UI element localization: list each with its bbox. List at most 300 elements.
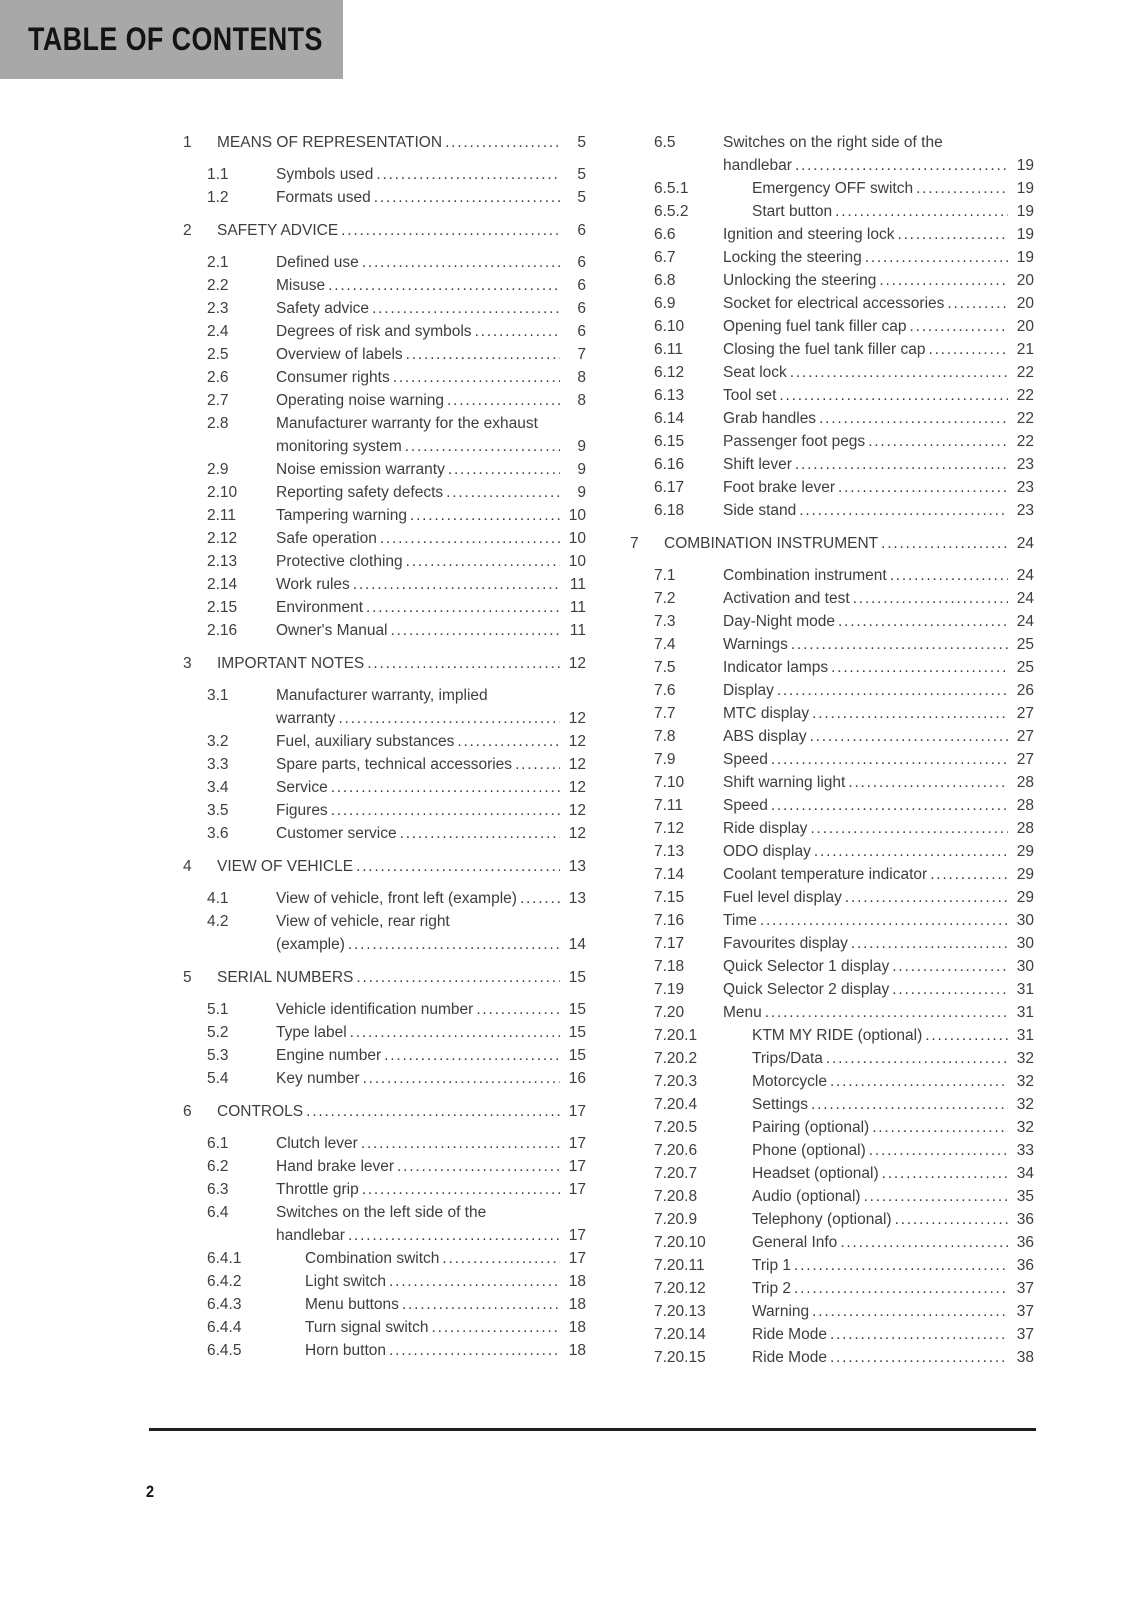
entry-title: Light switch (305, 1273, 386, 1290)
entry-number: 7.20.15 (654, 1349, 706, 1366)
entry-number: 7.20.12 (654, 1280, 706, 1297)
entry-page-number: 15 (568, 1001, 586, 1018)
entry-page-number: 5 (577, 134, 586, 151)
toc-entry-line (630, 840, 1034, 863)
entry-page-number: 17 (568, 1103, 586, 1120)
entry-title: Clutch lever (276, 1135, 358, 1152)
toc-entry (183, 186, 586, 209)
toc-entry (183, 910, 586, 956)
dot-leader (830, 1323, 1008, 1346)
toc-entry (183, 799, 586, 822)
entry-title: CONTROLS (217, 1103, 304, 1120)
entry-page-number: 17 (568, 1250, 586, 1267)
toc-entry-line (630, 610, 1034, 633)
toc-entry (183, 1067, 586, 1090)
entry-page-number: 8 (577, 369, 586, 386)
toc-entry-line (630, 1024, 1034, 1047)
entry-title: Fuel, auxiliary substances (276, 733, 455, 750)
entry-number: 3.5 (207, 802, 229, 819)
entry-number: 6.14 (654, 410, 685, 427)
toc-entry-line (630, 532, 1034, 555)
dot-leader (380, 527, 560, 550)
entry-title: Misuse (276, 277, 326, 294)
dot-leader (356, 966, 560, 989)
entry-page-number: 20 (1016, 295, 1034, 312)
entry-title: Start button (752, 203, 833, 220)
dot-leader (892, 978, 1008, 1001)
toc-entry-line (183, 1067, 586, 1090)
entry-page-number: 25 (1016, 636, 1034, 653)
entry-page-number: 24 (1016, 535, 1034, 552)
toc-entry-line (630, 407, 1034, 430)
toc-entry-line (630, 794, 1034, 817)
page-header-band (0, 0, 343, 79)
dot-leader (397, 1155, 560, 1178)
entry-title: Hand brake lever (276, 1158, 395, 1175)
entry-title: Coolant temperature indicator (723, 866, 928, 883)
dot-leader (389, 1339, 560, 1362)
entry-number: 7.20.13 (654, 1303, 706, 1320)
entry-number: 7.16 (654, 912, 685, 929)
entry-number: 7.2 (654, 590, 676, 607)
entry-number: 6.9 (654, 295, 676, 312)
dot-leader (812, 702, 1008, 725)
entry-page-number: 12 (568, 655, 586, 672)
entry-number: 6.6 (654, 226, 676, 243)
dot-leader (947, 292, 1008, 315)
entry-title: Passenger foot pegs (723, 433, 866, 450)
entry-page-number: 18 (568, 1342, 586, 1359)
dot-leader (765, 1001, 1008, 1024)
dot-leader (348, 933, 560, 956)
toc-entry (183, 573, 586, 596)
entry-page-number: 22 (1016, 433, 1034, 450)
dot-leader (431, 1316, 560, 1339)
dot-leader (362, 251, 560, 274)
dot-leader (356, 855, 560, 878)
entry-number: 5.1 (207, 1001, 229, 1018)
toc-entry (183, 320, 586, 343)
dot-leader (853, 587, 1008, 610)
dot-leader (457, 730, 560, 753)
toc-entry-line (183, 799, 586, 822)
entry-page-number: 30 (1016, 958, 1034, 975)
toc-entry (630, 1024, 1034, 1047)
toc-entry-line (630, 1254, 1034, 1277)
entry-page-number: 34 (1016, 1165, 1034, 1182)
toc-section-entry (183, 966, 586, 989)
entry-title: Fuel level display (723, 889, 842, 906)
entry-title: Shift warning light (723, 774, 846, 791)
entry-number: 1.1 (207, 166, 229, 183)
entry-number: 7.8 (654, 728, 676, 745)
toc-entry (630, 292, 1034, 315)
toc-entry (630, 407, 1034, 430)
entry-title: Safety advice (276, 300, 370, 317)
dot-leader (895, 1208, 1008, 1231)
dot-leader (845, 886, 1008, 909)
entry-title: Phone (optional) (752, 1142, 866, 1159)
toc-entry (630, 748, 1034, 771)
dot-leader (376, 163, 560, 186)
dot-leader (362, 1178, 560, 1201)
entry-page-number: 20 (1016, 318, 1034, 335)
entry-page-number: 36 (1016, 1211, 1034, 1228)
dot-leader (830, 1070, 1008, 1093)
entry-title: Unlocking the steering (723, 272, 877, 289)
entry-page-number: 31 (1016, 1004, 1034, 1021)
dot-leader (402, 1293, 560, 1316)
toc-section-entry (183, 1100, 586, 1123)
toc-entry-line (630, 1139, 1034, 1162)
dot-leader (890, 564, 1008, 587)
entry-title: Engine number (276, 1047, 382, 1064)
entry-title: handlebar (276, 1227, 345, 1244)
entry-page-number: 29 (1016, 843, 1034, 860)
toc-entry-line (183, 366, 586, 389)
entry-number: 7.12 (654, 820, 685, 837)
entry-title: View of vehicle, front left (example) (276, 890, 517, 907)
entry-page-number: 6 (577, 323, 586, 340)
entry-number: 6.17 (654, 479, 685, 496)
toc-entry (630, 223, 1034, 246)
entry-number: 1 (183, 134, 192, 151)
entry-title: Grab handles (723, 410, 817, 427)
entry-number: 6.3 (207, 1181, 229, 1198)
entry-title: (example) (276, 936, 345, 953)
toc-entry-line (183, 550, 586, 573)
entry-page-number: 19 (1016, 226, 1034, 243)
toc-entry-line (183, 776, 586, 799)
toc-entry (630, 1162, 1034, 1185)
entry-number: 2 (183, 222, 192, 239)
entry-title: Switches on the right side of the (723, 134, 943, 151)
toc-entry-line (183, 1247, 586, 1270)
toc-entry-line (630, 338, 1034, 361)
entry-page-number: 6 (577, 300, 586, 317)
entry-number: 7.20.4 (654, 1096, 698, 1113)
dot-leader (348, 1224, 560, 1247)
toc-entry-line (183, 1224, 586, 1247)
entry-page-number: 17 (568, 1158, 586, 1175)
entry-title: Service (276, 779, 328, 796)
entry-number: 7.9 (654, 751, 676, 768)
entry-page-number: 9 (577, 484, 586, 501)
dot-leader (811, 1093, 1008, 1116)
entry-page-number: 27 (1016, 728, 1034, 745)
dot-leader (840, 1231, 1008, 1254)
toc-entry (630, 564, 1034, 587)
entry-number: 6.16 (654, 456, 685, 473)
entry-number: 7.3 (654, 613, 676, 630)
toc-entry-line (630, 702, 1034, 725)
entry-page-number: 37 (1016, 1326, 1034, 1343)
dot-leader (864, 1185, 1008, 1208)
dot-leader (366, 596, 560, 619)
toc-entry-line (630, 817, 1034, 840)
toc-entry (183, 527, 586, 550)
dot-leader (910, 315, 1008, 338)
dot-leader (374, 186, 560, 209)
entry-title: Manufacturer warranty for the exhaust (276, 415, 538, 432)
entry-page-number: 28 (1016, 774, 1034, 791)
entry-number: 7.20.5 (654, 1119, 698, 1136)
entry-title: VIEW OF VEHICLE (217, 858, 354, 875)
entry-title: Vehicle identification number (276, 1001, 474, 1018)
entry-number: 6.2 (207, 1158, 229, 1175)
dot-leader (406, 343, 560, 366)
entry-number: 7.7 (654, 705, 676, 722)
entry-number: 6.10 (654, 318, 685, 335)
entry-number: 6.4.4 (207, 1319, 242, 1336)
entry-page-number: 25 (1016, 659, 1034, 676)
entry-page-number: 5 (577, 166, 586, 183)
toc-entry (183, 776, 586, 799)
toc-entry-line (630, 1093, 1034, 1116)
toc-entry-line (630, 1001, 1034, 1024)
entry-page-number: 16 (568, 1070, 586, 1087)
entry-title: Spare parts, technical accessories (276, 756, 513, 773)
toc-entry-line (630, 177, 1034, 200)
dot-leader (812, 1300, 1008, 1323)
toc-entry-line (183, 619, 586, 642)
entry-number: 4 (183, 858, 192, 875)
entry-title: Tool set (723, 387, 777, 404)
toc-entry (630, 656, 1034, 679)
toc-entry (630, 840, 1034, 863)
toc-entry-line (630, 863, 1034, 886)
dot-leader (779, 384, 1008, 407)
entry-page-number: 36 (1016, 1234, 1034, 1251)
entry-number: 3.4 (207, 779, 229, 796)
entry-number: 7.20.8 (654, 1188, 698, 1205)
entry-title: Ride display (723, 820, 808, 837)
entry-page-number: 12 (568, 825, 586, 842)
entry-page-number: 26 (1016, 682, 1034, 699)
entry-title: Trip 2 (752, 1280, 792, 1297)
dot-leader (925, 1024, 1008, 1047)
toc-entry-line (183, 458, 586, 481)
entry-title: Consumer rights (276, 369, 390, 386)
dot-leader (881, 532, 1008, 555)
entry-number: 2.3 (207, 300, 229, 317)
entry-page-number: 12 (568, 802, 586, 819)
toc-entry (183, 753, 586, 776)
toc-entry-line (183, 753, 586, 776)
dot-leader (367, 652, 560, 675)
entry-title: Display (723, 682, 774, 699)
entry-title: Headset (optional) (752, 1165, 879, 1182)
entry-title: Warning (752, 1303, 810, 1320)
entry-number: 7.20.10 (654, 1234, 706, 1251)
entry-number: 3.2 (207, 733, 229, 750)
toc-entry-line (630, 1277, 1034, 1300)
entry-page-number: 27 (1016, 751, 1034, 768)
toc-entry-line (183, 596, 586, 619)
toc-entry-line (183, 998, 586, 1021)
toc-entry-line (630, 748, 1034, 771)
dot-leader (777, 679, 1008, 702)
entry-number: 2.8 (207, 415, 229, 432)
toc-entry (630, 863, 1034, 886)
toc-entry-line (630, 1162, 1034, 1185)
entry-title: Emergency OFF switch (752, 180, 914, 197)
toc-entry (183, 1316, 586, 1339)
entry-title: Operating noise warning (276, 392, 445, 409)
entry-number: 2.10 (207, 484, 238, 501)
entry-title: monitoring system (276, 438, 402, 455)
toc-entry-line (630, 978, 1034, 1001)
toc-entry (183, 1155, 586, 1178)
toc-entry-line (183, 1178, 586, 1201)
entry-page-number: 6 (577, 222, 586, 239)
entry-page-number: 10 (568, 507, 586, 524)
entry-title: Noise emission warranty (276, 461, 445, 478)
entry-number: 6.5 (654, 134, 676, 151)
dot-leader (799, 499, 1008, 522)
toc-entry (183, 998, 586, 1021)
toc-entry (630, 1231, 1034, 1254)
entry-number: 7.20 (654, 1004, 685, 1021)
toc-entry (630, 1323, 1034, 1346)
dot-leader (372, 297, 560, 320)
entry-number: 6.8 (654, 272, 676, 289)
toc-entry-line (183, 527, 586, 550)
entry-number: 7.20.11 (654, 1257, 705, 1274)
entry-page-number: 37 (1016, 1303, 1034, 1320)
entry-number: 7.6 (654, 682, 676, 699)
entry-page-number: 24 (1016, 590, 1034, 607)
entry-page-number: 11 (569, 599, 586, 616)
dot-leader (882, 1162, 1008, 1185)
toc-entry-line (630, 1346, 1034, 1369)
entry-number: 2.1 (207, 254, 229, 271)
toc-entry (630, 587, 1034, 610)
toc-entry-line (183, 1100, 586, 1123)
entry-title: Degrees of risk and symbols (276, 323, 472, 340)
entry-page-number: 31 (1016, 981, 1034, 998)
entry-number: 5.2 (207, 1024, 229, 1041)
entry-number: 6.12 (654, 364, 685, 381)
toc-entry-line (183, 933, 586, 956)
toc-entry-line (630, 453, 1034, 476)
toc-entry-line (183, 131, 586, 154)
dot-leader (389, 1270, 560, 1293)
entry-page-number: 23 (1016, 479, 1034, 496)
entry-title: Trips/Data (752, 1050, 823, 1067)
toc-entry (630, 702, 1034, 725)
toc-entry-line (630, 200, 1034, 223)
toc-entry (183, 274, 586, 297)
toc-entry (183, 596, 586, 619)
entry-title: ODO display (723, 843, 811, 860)
toc-entry-line (630, 886, 1034, 909)
entry-number: 7.20.1 (654, 1027, 698, 1044)
entry-title: Side stand (723, 502, 797, 519)
dot-leader (795, 154, 1008, 177)
entry-title: handlebar (723, 157, 792, 174)
toc-entry-line (630, 269, 1034, 292)
dot-leader (361, 1132, 560, 1155)
entry-page-number: 19 (1016, 203, 1034, 220)
toc-entry-line (183, 1270, 586, 1293)
toc-entry-line (183, 887, 586, 910)
entry-number: 6.1 (207, 1135, 229, 1152)
entry-number: 3.1 (207, 687, 229, 704)
toc-entry-line (183, 412, 586, 435)
entry-title: Symbols used (276, 166, 374, 183)
toc-entry-line (630, 246, 1034, 269)
toc-entry (630, 361, 1034, 384)
entry-number: 3 (183, 655, 192, 672)
entry-page-number: 14 (568, 936, 586, 953)
toc-entry-line (183, 186, 586, 209)
entry-title: Ride Mode (752, 1349, 827, 1366)
entry-title: SAFETY ADVICE (217, 222, 339, 239)
toc-section-entry (183, 219, 586, 242)
entry-number: 2.11 (207, 507, 237, 524)
dot-leader (406, 550, 560, 573)
toc-entry (630, 1346, 1034, 1369)
toc-entry-line (183, 652, 586, 675)
toc-entry-line (630, 131, 1034, 154)
entry-page-number: 12 (568, 756, 586, 773)
entry-number: 2.14 (207, 576, 238, 593)
entry-title: Pairing (optional) (752, 1119, 870, 1136)
dot-leader (353, 573, 560, 596)
entry-page-number: 29 (1016, 889, 1034, 906)
dot-leader (338, 707, 560, 730)
toc-entry (183, 550, 586, 573)
toc-entry-line (183, 707, 586, 730)
entry-title: Ride Mode (752, 1326, 827, 1343)
toc-entry-line (183, 684, 586, 707)
entry-page-number: 12 (568, 779, 586, 796)
entry-page-number: 24 (1016, 567, 1034, 584)
toc-entry (183, 822, 586, 845)
toc-entry (183, 458, 586, 481)
entry-title: Formats used (276, 189, 371, 206)
dot-leader (830, 1346, 1008, 1369)
toc-entry-line (630, 315, 1034, 338)
entry-page-number: 12 (568, 733, 586, 750)
entry-number: 7.14 (654, 866, 685, 883)
entry-page-number: 29 (1016, 866, 1034, 883)
toc-entry-line (630, 430, 1034, 453)
entry-title: Figures (276, 802, 328, 819)
toc-entry (630, 476, 1034, 499)
toc-entry-line (630, 1300, 1034, 1323)
toc-entry-line (183, 855, 586, 878)
entry-page-number: 33 (1016, 1142, 1034, 1159)
entry-page-number: 5 (577, 189, 586, 206)
dot-leader (794, 1277, 1008, 1300)
entry-number: 6.13 (654, 387, 685, 404)
entry-page-number: 27 (1016, 705, 1034, 722)
entry-number: 6.4.3 (207, 1296, 242, 1313)
dot-leader (851, 932, 1008, 955)
entry-number: 6.5.1 (654, 180, 689, 197)
dot-leader (868, 430, 1008, 453)
entry-page-number: 19 (1016, 180, 1034, 197)
dot-leader (872, 1116, 1008, 1139)
toc-entry (630, 725, 1034, 748)
entry-title: Menu (723, 1004, 762, 1021)
entry-page-number: 7 (577, 346, 586, 363)
toc-entry (183, 1339, 586, 1362)
entry-number: 7.4 (654, 636, 676, 653)
entry-number: 6.18 (654, 502, 685, 519)
